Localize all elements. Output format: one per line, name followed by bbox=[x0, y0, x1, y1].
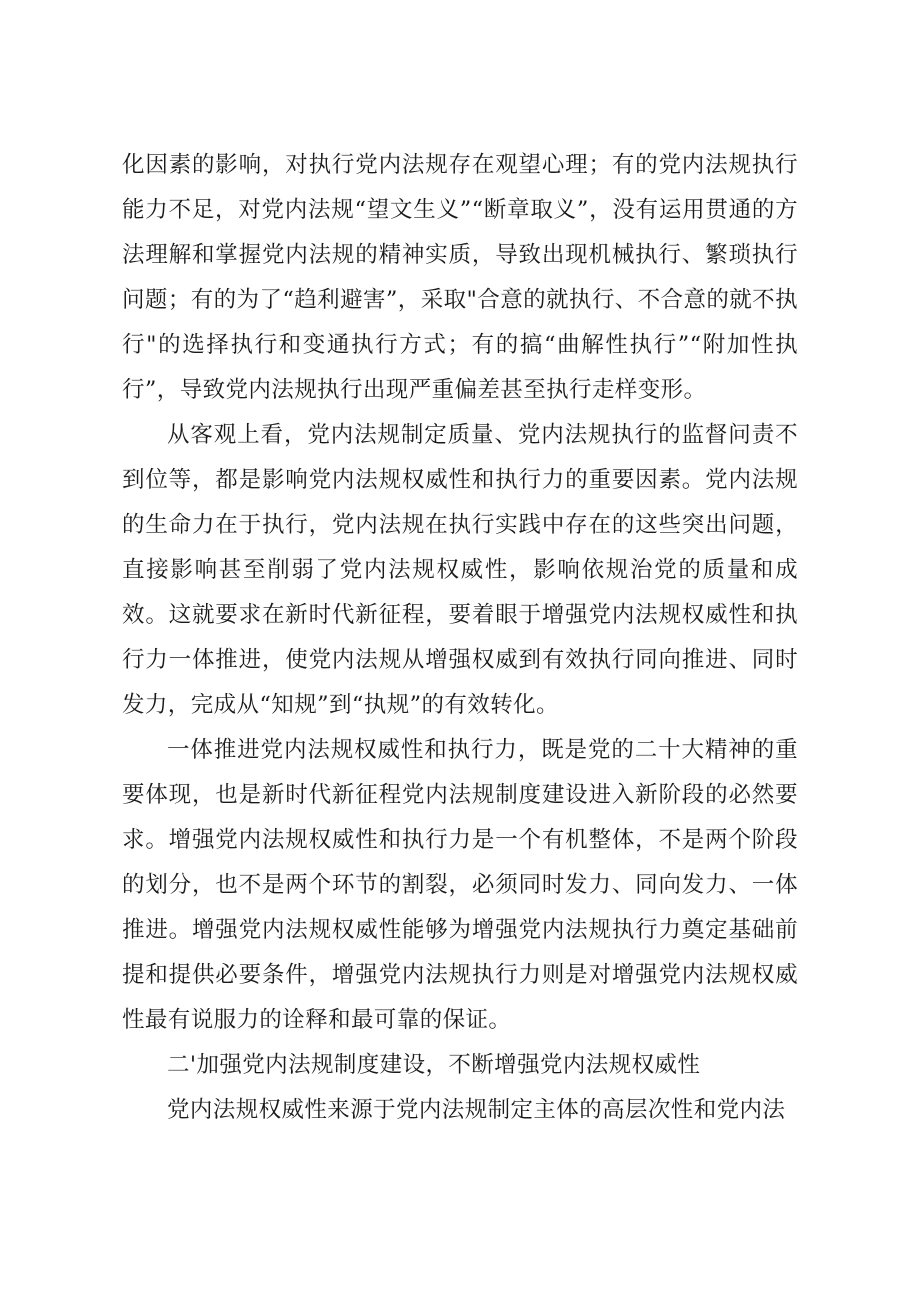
document-page bbox=[122, 143, 798, 1133]
paragraph-authority-source: 党内法规权威性来源于党内法规制定主体的高层次性和党内法 bbox=[167, 1097, 786, 1123]
section-heading: 二'加强党内法规制度建设，不断增强党内法规权威性 bbox=[167, 1052, 701, 1078]
paragraph-integrated-advance: 一体推进党内法规权威性和执行力，既是党的二十大精神的重要体现，也是新时代新征程党内法规制度建设进入新阶段的必然要求。增强党内法规权威性和执行力是一个有机整体，不是两个阶段的划分，也不是两个环节的割裂，必须同时发力、同向发力、一体推进。增强党内法规权威性能够为增强党内法规执行力奠定基础前提和提供必要条件，增强党内法规执行力则是对增强党内法规权威性最有说服力的诠释和最可靠的保证。 bbox=[122, 737, 798, 1033]
paragraph-continuation: 化因素的影响，对执行党内法规存在观望心理；有的党内法规执行能力不足，对党内法规“望文生义”“断章取义”，没有运用贯通的方法理解和掌握党内法规的精神实质，导致出现机械执行、繁琐执行问题；有的为了“趋利避害”，采取"合意的就执行、不合意的就不执行"的选择执行和变通执行方式；有的搞“曲解性执行”“附加性执行”，导致党内法规执行出现严重偏差甚至执行走样变形。 bbox=[122, 152, 798, 403]
paragraph-objective-factors: 从客观上看，党内法规制定质量、党内法规执行的监督问责不到位等，都是影响党内法规权威性和执行力的重要因素。党内法规的生命力在于执行，党内法规在执行实践中存在的这些突出问题，直接影响甚至削弱了党内法规权威性，影响依规治党的质量和成效。这就要求在新时代新征程，要着眼于增强党内法规权威性和执行力一体推进，使党内法规从增强权威到有效执行同向推进、同时发力，完成从“知规”到“执规”的有效转化。 bbox=[122, 422, 798, 718]
